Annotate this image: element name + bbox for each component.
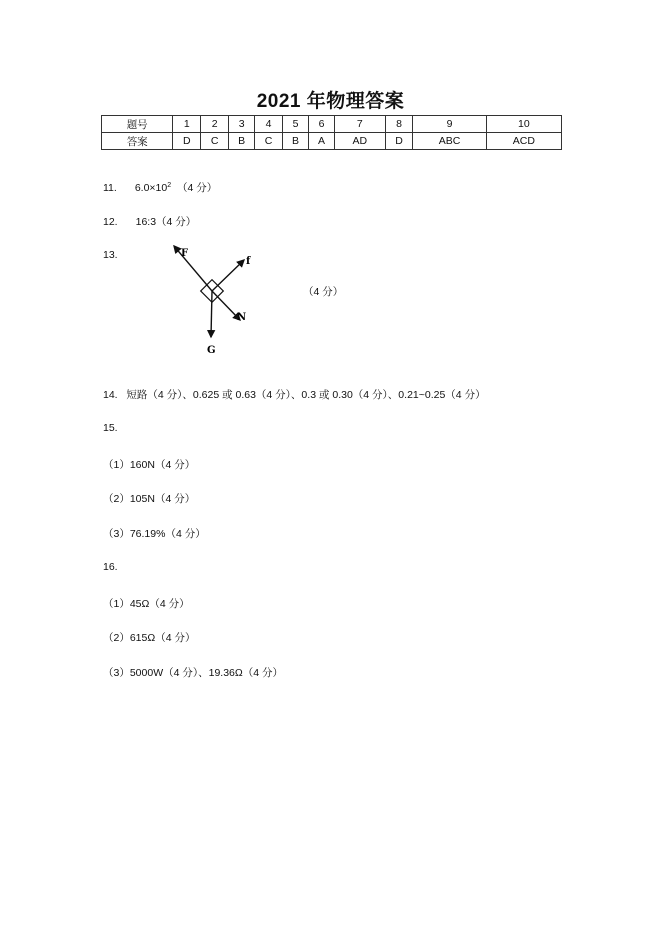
answer-cell: D [173, 133, 201, 150]
answer-cell: ABC [413, 133, 486, 150]
question-number: 12. [103, 216, 118, 228]
answer-16-part-2: （2）615Ω（4 分） [103, 632, 196, 644]
answer-cell: C [255, 133, 283, 150]
force-G-arrow [211, 291, 212, 337]
answer-cell: D [385, 133, 413, 150]
answer-11-base: 6.0×10 [134, 182, 168, 194]
answer-12-text: 16:3（4 分） [135, 216, 197, 228]
page-title: 2021 年物理答案 [256, 91, 405, 112]
answer-cell: B [283, 133, 309, 150]
answer-cell: A [309, 133, 335, 150]
question-number-cell: 6 [309, 116, 335, 133]
question-number-cell: 4 [255, 116, 283, 133]
force-f-arrow [212, 260, 244, 291]
label-f: f [246, 256, 251, 267]
answer-11-score: （4 分） [177, 182, 218, 194]
question-number-cell: 7 [335, 116, 386, 133]
answer-cell: AD [335, 133, 386, 150]
question-number-cell: 1 [173, 116, 201, 133]
answer-15 [103, 422, 118, 434]
force-F-arrow [174, 246, 212, 291]
force-diagram [160, 240, 270, 360]
question-number-cell: 3 [229, 116, 255, 133]
answer-15-part-2: （2）105N（4 分） [103, 493, 196, 505]
label-G: G [207, 345, 216, 356]
answer-cell: C [201, 133, 229, 150]
answer-cell: B [229, 133, 255, 150]
answer-12 [103, 214, 196, 229]
row-header-question-number: 题号 [102, 116, 173, 133]
answer-14 [103, 387, 486, 402]
question-number-cell: 5 [283, 116, 309, 133]
answer-16-part-3: （3）5000W（4 分）、19.36Ω（4 分） [103, 667, 283, 679]
question-number-cell: 8 [385, 116, 413, 133]
table-row-numbers [102, 116, 562, 133]
force-N-arrow [212, 291, 240, 320]
answer-13-score: （4 分） [303, 286, 344, 298]
answer-15-part-3: （3）76.19%（4 分） [103, 528, 206, 540]
label-F: F [181, 248, 189, 259]
question-number-cell: 10 [486, 116, 561, 133]
question-number-cell: 9 [413, 116, 486, 133]
answer-13 [103, 249, 118, 261]
answer-cell: ACD [486, 133, 561, 150]
answer-15-part-1: （1）160N（4 分） [103, 459, 196, 471]
answer-11 [103, 180, 217, 195]
answer-14-text: 短路（4 分）、0.625 或 0.63（4 分）、0.3 或 0.30（4 分）、0.21~0.25（4 分） [126, 389, 486, 401]
question-number-cell: 2 [201, 116, 229, 133]
answer-16 [103, 561, 118, 573]
row-header-answer: 答案 [102, 133, 173, 150]
answer-16-part-1: （1）45Ω（4 分） [103, 598, 190, 610]
question-number: 11. [103, 182, 117, 194]
table-row-answers [102, 133, 562, 150]
answer-table [101, 115, 562, 150]
answer-11-exponent: 2 [167, 182, 172, 189]
question-number: 13. [103, 249, 118, 261]
question-number: 14. [103, 389, 118, 401]
question-number: 16. [103, 561, 118, 573]
label-N: N [237, 312, 247, 323]
question-number: 15. [103, 422, 118, 434]
